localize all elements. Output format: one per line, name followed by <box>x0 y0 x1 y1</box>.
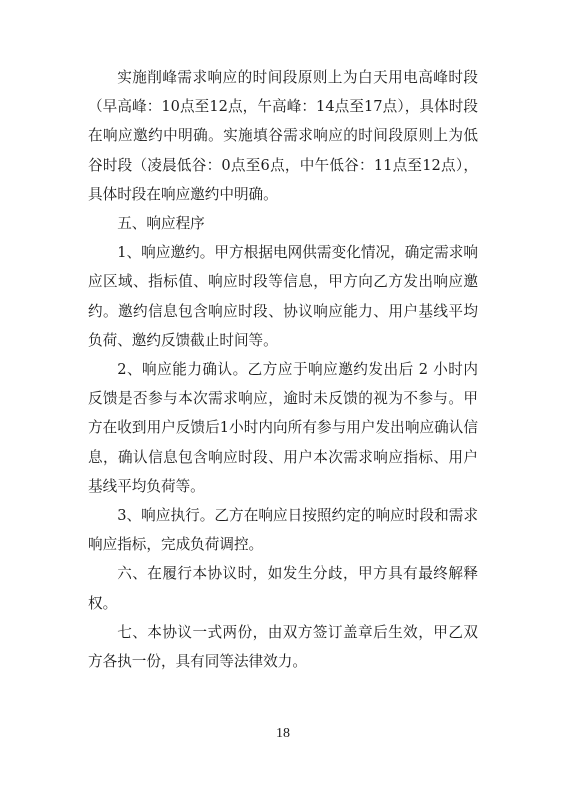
paragraph-capacity-confirmation: 2、响应能力确认。乙方应于响应邀约发出后 2 小时内反馈是否参与本次需求响应，逾时未反馈的视为不参与。甲方在收到用户反馈后1小时内向所有参与用户发出响应确认信息，确认信息包含响应时段、用户本次需求响应指标、用户基线平均负荷等。 <box>88 361 478 495</box>
paragraph-copies-clause: 七、本协议一式两份，由双方签订盖章后生效，甲乙双方各执一份，具有同等法律效力。 <box>88 623 478 671</box>
paragraph-time-periods: 实施削峰需求响应的时间段原则上为白天用电高峰时段（早高峰：10点至12点，午高峰：14点至17点），具体时段在响应邀约中明确。实施填谷需求响应的时间段原则上为低谷时段（凌晨低谷：0点至6点，中午低谷：11点至12点），具体时段在响应邀约中明确。 <box>88 69 478 203</box>
section-heading-response-procedure: 五、响应程序 <box>117 215 205 233</box>
document-body <box>88 63 478 676</box>
page-number: 18 <box>276 726 290 741</box>
paragraph-dispute-clause: 六、在履行本协议时，如发生分歧，甲方具有最终解释权。 <box>88 565 478 612</box>
paragraph-response-execution: 3、响应执行。乙方在响应日按照约定的响应时段和需求响应指标，完成负荷调控。 <box>88 507 478 554</box>
paragraph-response-invitation: 1、响应邀约。甲方根据电网供需变化情况，确定需求响应区域、指标值、响应时段等信息，甲方向乙方发出响应邀约。邀约信息包含响应时段、协议响应能力、用户基线平均负荷、邀约反馈截止时间等。 <box>88 244 478 349</box>
